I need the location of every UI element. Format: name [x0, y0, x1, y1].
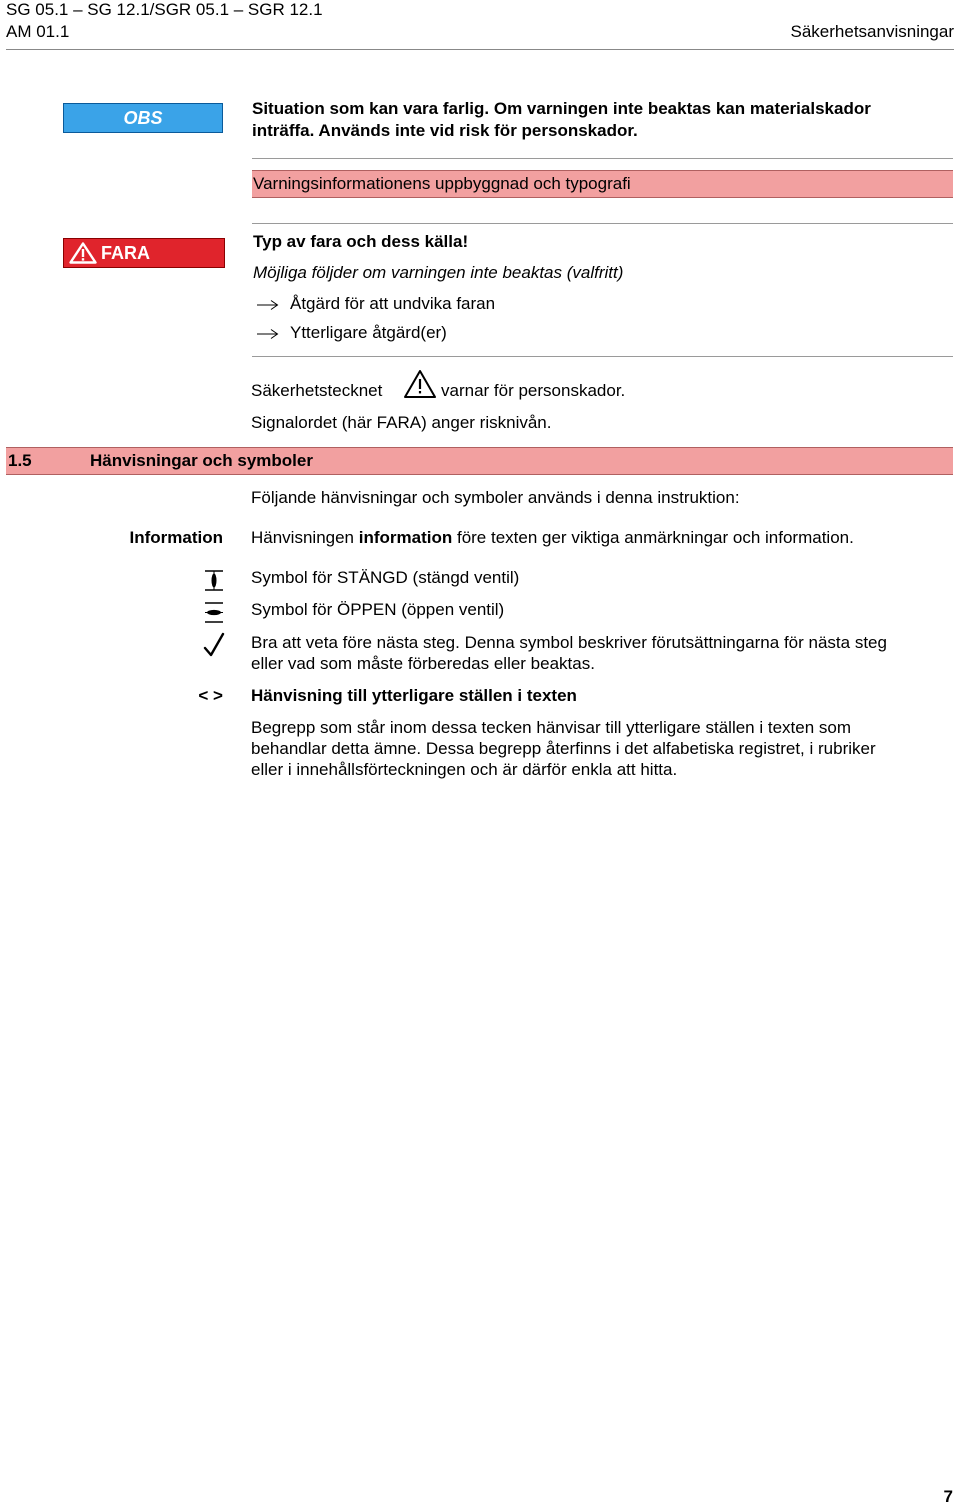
safety-sign-text-after: varnar för personskador.: [441, 381, 626, 400]
reference-symbol: < >: [198, 686, 223, 705]
symbol-open-text: Symbol för ÖPPEN (öppen ventil): [251, 600, 505, 619]
header-divider: [6, 49, 954, 50]
reference-text-line1: Begrepp som står inom dessa tecken hänvisar till ytterligare ställen i texten som: [251, 718, 851, 737]
checkmark-icon: [203, 632, 225, 658]
valve-open-icon: [203, 600, 225, 624]
information-label: Information: [129, 528, 223, 547]
information-text-part: Hänvisningen: [251, 528, 359, 547]
good-to-know-line2: eller vad som måste förberedas eller beaktas.: [251, 654, 595, 673]
warning-triangle-icon: [69, 242, 97, 264]
structure-heading: Varningsinformationens uppbyggnad och typografi: [253, 174, 631, 193]
symbol-closed-text: Symbol för STÄNGD (stängd ventil): [251, 568, 520, 587]
fara-consequences: Möjliga följder om varningen inte beaktas (valfritt): [253, 263, 624, 282]
header-title-line2: AM 01.1: [6, 22, 70, 41]
divider: [252, 356, 953, 357]
fara-label: FARA: [101, 243, 150, 263]
information-text-part: före texten ger viktiga anmärkningar och information.: [452, 528, 854, 547]
valve-closed-icon: [203, 568, 225, 592]
fara-hazard-type: Typ av fara och dess källa!: [253, 232, 469, 251]
safety-sign-text-before: Säkerhetstecknet: [251, 381, 383, 400]
section-number: 1.5: [8, 451, 32, 470]
header-section-name: Säkerhetsanvisningar: [790, 22, 954, 41]
obs-badge: OBS: [63, 103, 223, 133]
information-text-bold: information: [358, 528, 453, 547]
obs-text-line2: inträffa. Används inte vid risk för personskador.: [252, 121, 638, 140]
obs-text-line1: Situation som kan vara farlig. Om varningen inte beaktas kan materialskador: [252, 99, 871, 118]
arrow-right-icon: [257, 299, 279, 311]
page-number: 7: [943, 1487, 953, 1506]
reference-text-line3: eller i innehållsförteckningen och är därför enkla att hitta.: [251, 760, 678, 779]
fara-action-1: Åtgärd för att undvika faran: [290, 294, 496, 313]
information-text: [251, 528, 854, 548]
arrow-right-icon: [257, 328, 279, 340]
fara-action-2: Ytterligare åtgärd(er): [290, 323, 447, 342]
reference-text-line2: behandlar detta ämne. Dessa begrepp återfinns i det alfabetiska registret, i rubriker: [251, 739, 876, 758]
section-title: Hänvisningar och symboler: [90, 451, 313, 470]
signal-word-text: Signalordet (här FARA) anger risknivån.: [251, 413, 552, 432]
divider: [252, 223, 953, 224]
divider: [252, 158, 953, 159]
intro-text: Följande hänvisningar och symboler används i denna instruktion:: [251, 488, 740, 507]
header-title-line1: SG 05.1 – SG 12.1/SGR 05.1 – SGR 12.1: [6, 0, 323, 19]
warning-triangle-icon: [403, 369, 437, 399]
good-to-know-line1: Bra att veta före nästa steg. Denna symbol beskriver förutsättningarna för nästa steg: [251, 633, 887, 652]
fara-badge: [63, 238, 225, 268]
reference-title: Hänvisning till ytterligare ställen i texten: [251, 686, 577, 705]
